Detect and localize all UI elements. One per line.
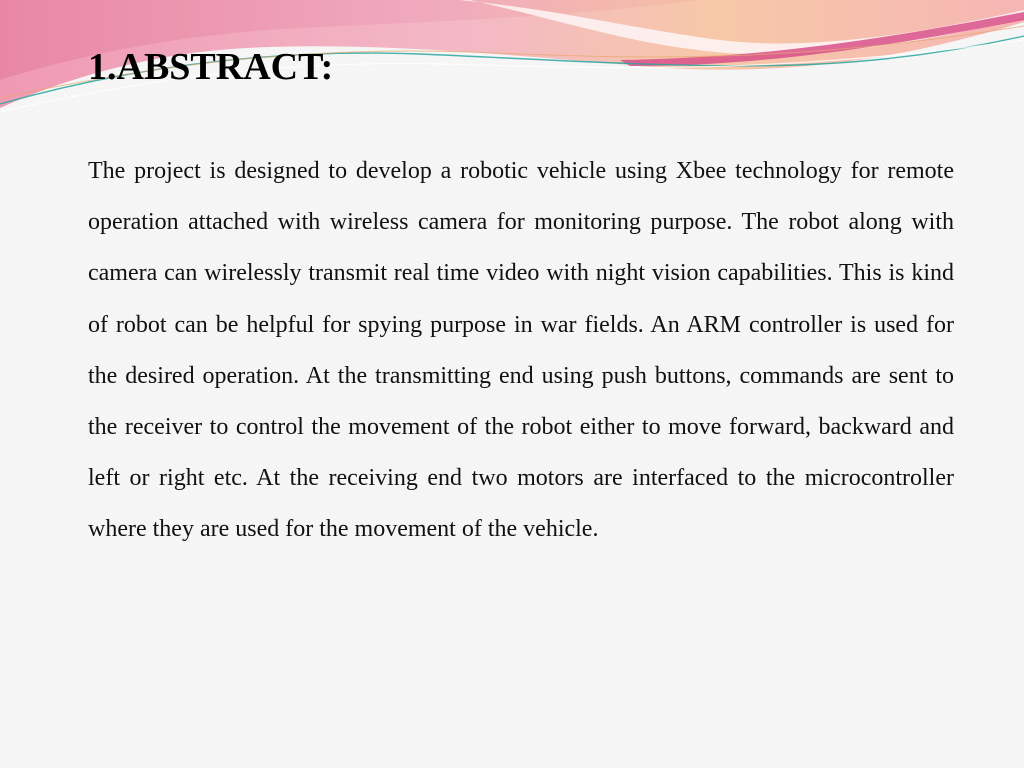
abstract-paragraph: The project is designed to develop a robotic vehicle using Xbee technology for remote operation attached with wireless camera for monitoring purpose. The robot along with camera can wirelessly transmit real time video with night vision capabilities. This is kind of robot can be helpful for spying purpose in war fields. An ARM controller is used for the desired operation. At the transmitting end using push buttons, commands are sent to the receiver to control the movement of the robot either to move forward, backward and left or right etc. At the receiving end two motors are interfaced to the microcontroller where they are used for the movement of the vehicle. [88, 158, 954, 543]
slide-title: 1.ABSTRACT: [88, 46, 334, 88]
